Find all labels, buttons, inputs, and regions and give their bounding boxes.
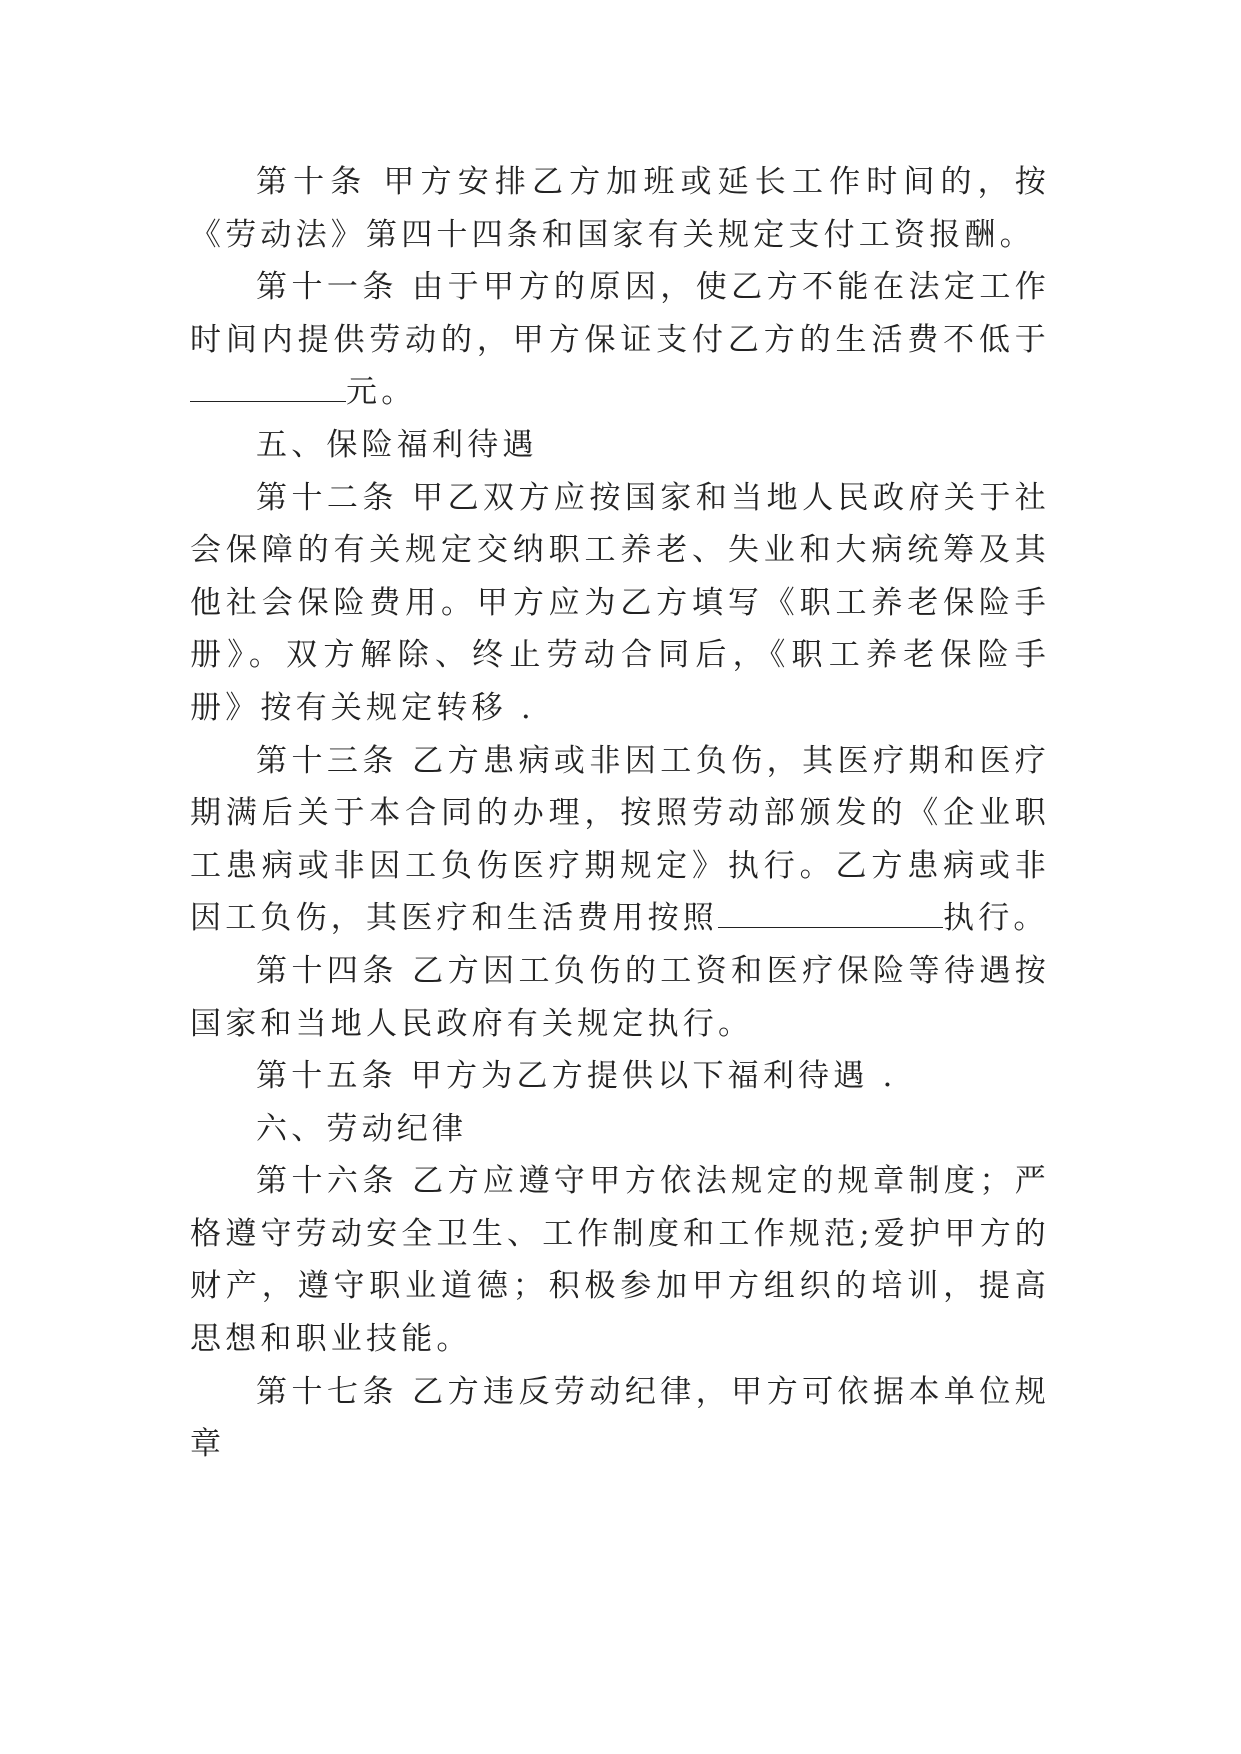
contract-text <box>190 156 1050 1471</box>
article-11 <box>190 261 1050 419</box>
article-16: 第十六条 乙方应遵守甲方依法规定的规章制度；严格遵守劳动安全卫生、工作制度和工作规范;爱护甲方的财产，遵守职业道德；积极参加甲方组织的培训，提高思想和职业技能。 <box>190 1163 1050 1358</box>
fill-in-blank[interactable] <box>718 897 943 928</box>
section-5-heading: 五、保险福利待遇 <box>256 426 538 463</box>
fill-in-blank[interactable] <box>190 371 286 402</box>
section-6-heading: 六、劳动纪律 <box>256 1110 468 1147</box>
article-12: 第十二条 甲乙双方应按国家和当地人民政府关于社会保障的有关规定交纳职工养老、失业和大病统筹及其他社会保险费用。甲方应为乙方填写《职工养老保险手册》。双方解除、终止劳动合同后，《职工养老保险手册》按有关规定转移 . <box>190 479 1050 726</box>
article-11-tail: 元。 <box>346 374 417 411</box>
article-13-tail: 执行。 <box>943 900 1049 937</box>
article-13 <box>190 735 1050 945</box>
article-17: 第十七条 乙方违反劳动纪律，甲方可依据本单位规章 <box>190 1373 1050 1463</box>
article-15: 第十五条 甲方为乙方提供以下福利待遇 . <box>256 1058 897 1095</box>
article-11-text: 第十一条 由于甲方的原因，使乙方不能在法定工作时间内提供劳动的，甲方保证支付乙方的生活费不低于 <box>190 269 1050 358</box>
article-13-text: 第十三条 乙方患病或非因工负伤，其医疗期和医疗期满后关于本合同的办理，按照劳动部颁发的《企业职工患病或非因工负伤医疗期规定》执行。乙方患病或非因工负伤，其医疗和生活费用按照 <box>190 742 1050 937</box>
article-10: 第十条 甲方安排乙方加班或延长工作时间的，按《劳动法》第四十四条和国家有关规定支付工资报酬。 <box>190 164 1050 253</box>
fill-in-blank[interactable] <box>286 371 346 402</box>
article-14: 第十四条 乙方因工负伤的工资和医疗保险等待遇按国家和当地人民政府有关规定执行。 <box>190 952 1050 1042</box>
